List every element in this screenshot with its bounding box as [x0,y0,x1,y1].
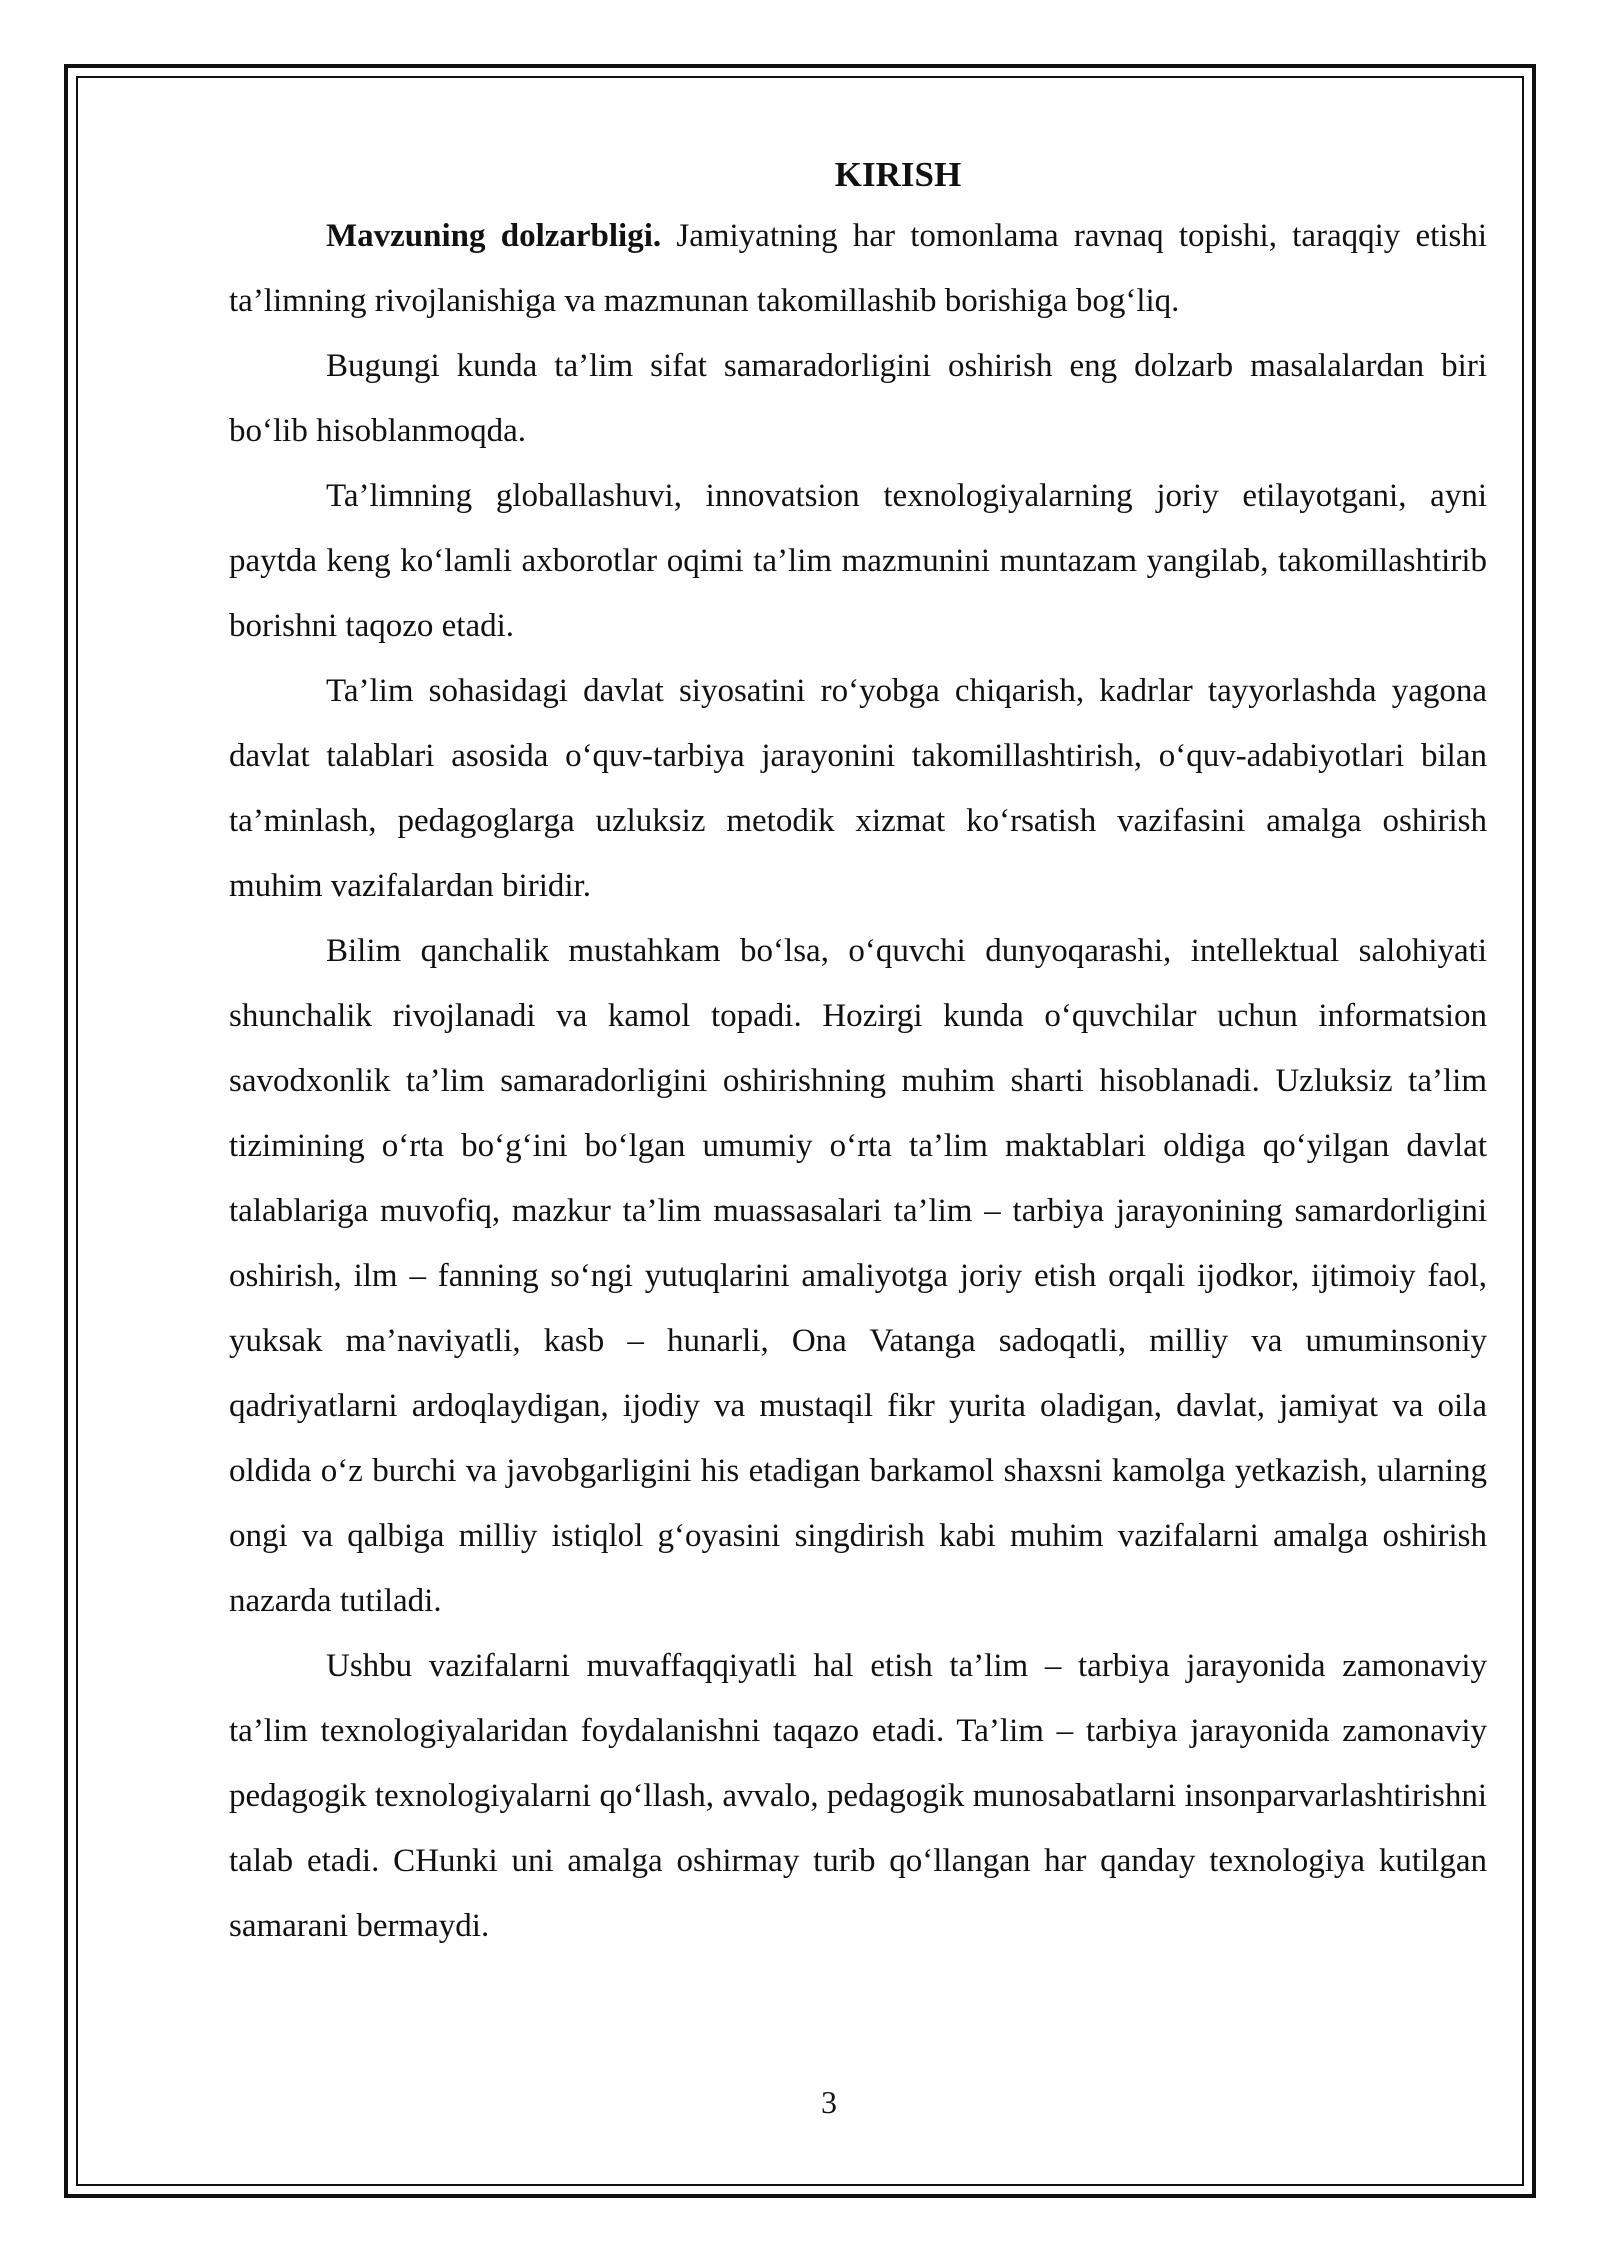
page-number: 3 [821,2084,837,2120]
intro-paragraph [229,204,1487,334]
paragraph: Bugungi kunda ta’lim sifat samaradorligini oshirish eng dolzarb masalalardan biri bo‘lib hisoblanmoqda. [229,348,1487,449]
paragraph: Ta’lim sohasidagi davlat siyosatini ro‘yobga chiqarish, kadrlar tayyorlashda yagona davlat talablari asosida o‘quv-tarbiya jarayonini takomillashtirish, o‘quv-adabiyotlari bilan ta’minlash, pedagoglarga uzluksiz metodik xizmat ko‘rsatish vazifasini amalga oshirish muhim vazifalardan biridir. [229,673,1487,904]
section-title: KIRISH [834,155,962,194]
document-body [229,150,1487,1959]
intro-lead-heading: Mavzuning dolzarbligi. [326,218,662,254]
paragraph: Bilim qanchalik mustahkam bo‘lsa, o‘quvchi dunyoqarashi, intellektual salohiyati shunchalik rivojlanadi va kamol topadi. Hozirgi kunda o‘quvchilar uchun informatsion savodxonlik ta’lim samaradorligini oshirishning muhim sharti hisoblanadi. Uzluksiz ta’lim tizimining o‘rta bo‘g‘ini bo‘lgan umumiy o‘rta ta’lim maktablari oldiga qo‘yilgan davlat talablariga muvofiq, mazkur ta’lim muassasalari ta’lim – tarbiya jarayonining samardorligini oshirish, ilm – fanning so‘ngi yutuqlarini amaliyotga joriy etish orqali ijodkor, ijtimoiy faol, yuksak ma’naviyatli, kasb – hunarli, Ona Vatanga sadoqatli, milliy va umuminsoniy qadriyatlarni ardoqlaydigan, ijodiy va mustaqil fikr yurita oladigan, davlat, jamiyat va oila oldida o‘z burchi va javobgarligini his etadigan barkamol shaxsni kamolga yetkazish, ularning ongi va qalbiga milliy istiqlol g‘oyasini singdirish kabi muhim vazifalarni amalga oshirish nazarda tutiladi. [229,933,1487,1619]
paragraph: Ushbu vazifalarni muvaffaqqiyatli hal etish ta’lim – tarbiya jarayonida zamonaviy ta’lim texnologiyalaridan foydalanishni taqazo etadi. Ta’lim – tarbiya jarayonida zamonaviy pedagogik texnologiyalarni qo‘llash, avvalo, pedagogik munosabatlarni insonparvarlashtirishni talab etadi. CHunki uni amalga oshirmay turib qo‘llangan har qanday texnologiya kutilgan samarani bermaydi. [229,1648,1487,1944]
paragraph: Ta’limning globallashuvi, innovatsion texnologiyalarning joriy etilayotgani, ayni paytda keng ko‘lamli axborotlar oqimi ta’lim mazmunini muntazam yangilab, takomillashtirib borishni taqozo etadi. [229,478,1487,644]
intro-paragraph-text: Jamiyatning har tomonlama ravnaq topishi, taraqqiy etishi ta’limning rivojlanishiga va mazmunan takomillashib borishiga bog‘liq. [229,218,1487,319]
